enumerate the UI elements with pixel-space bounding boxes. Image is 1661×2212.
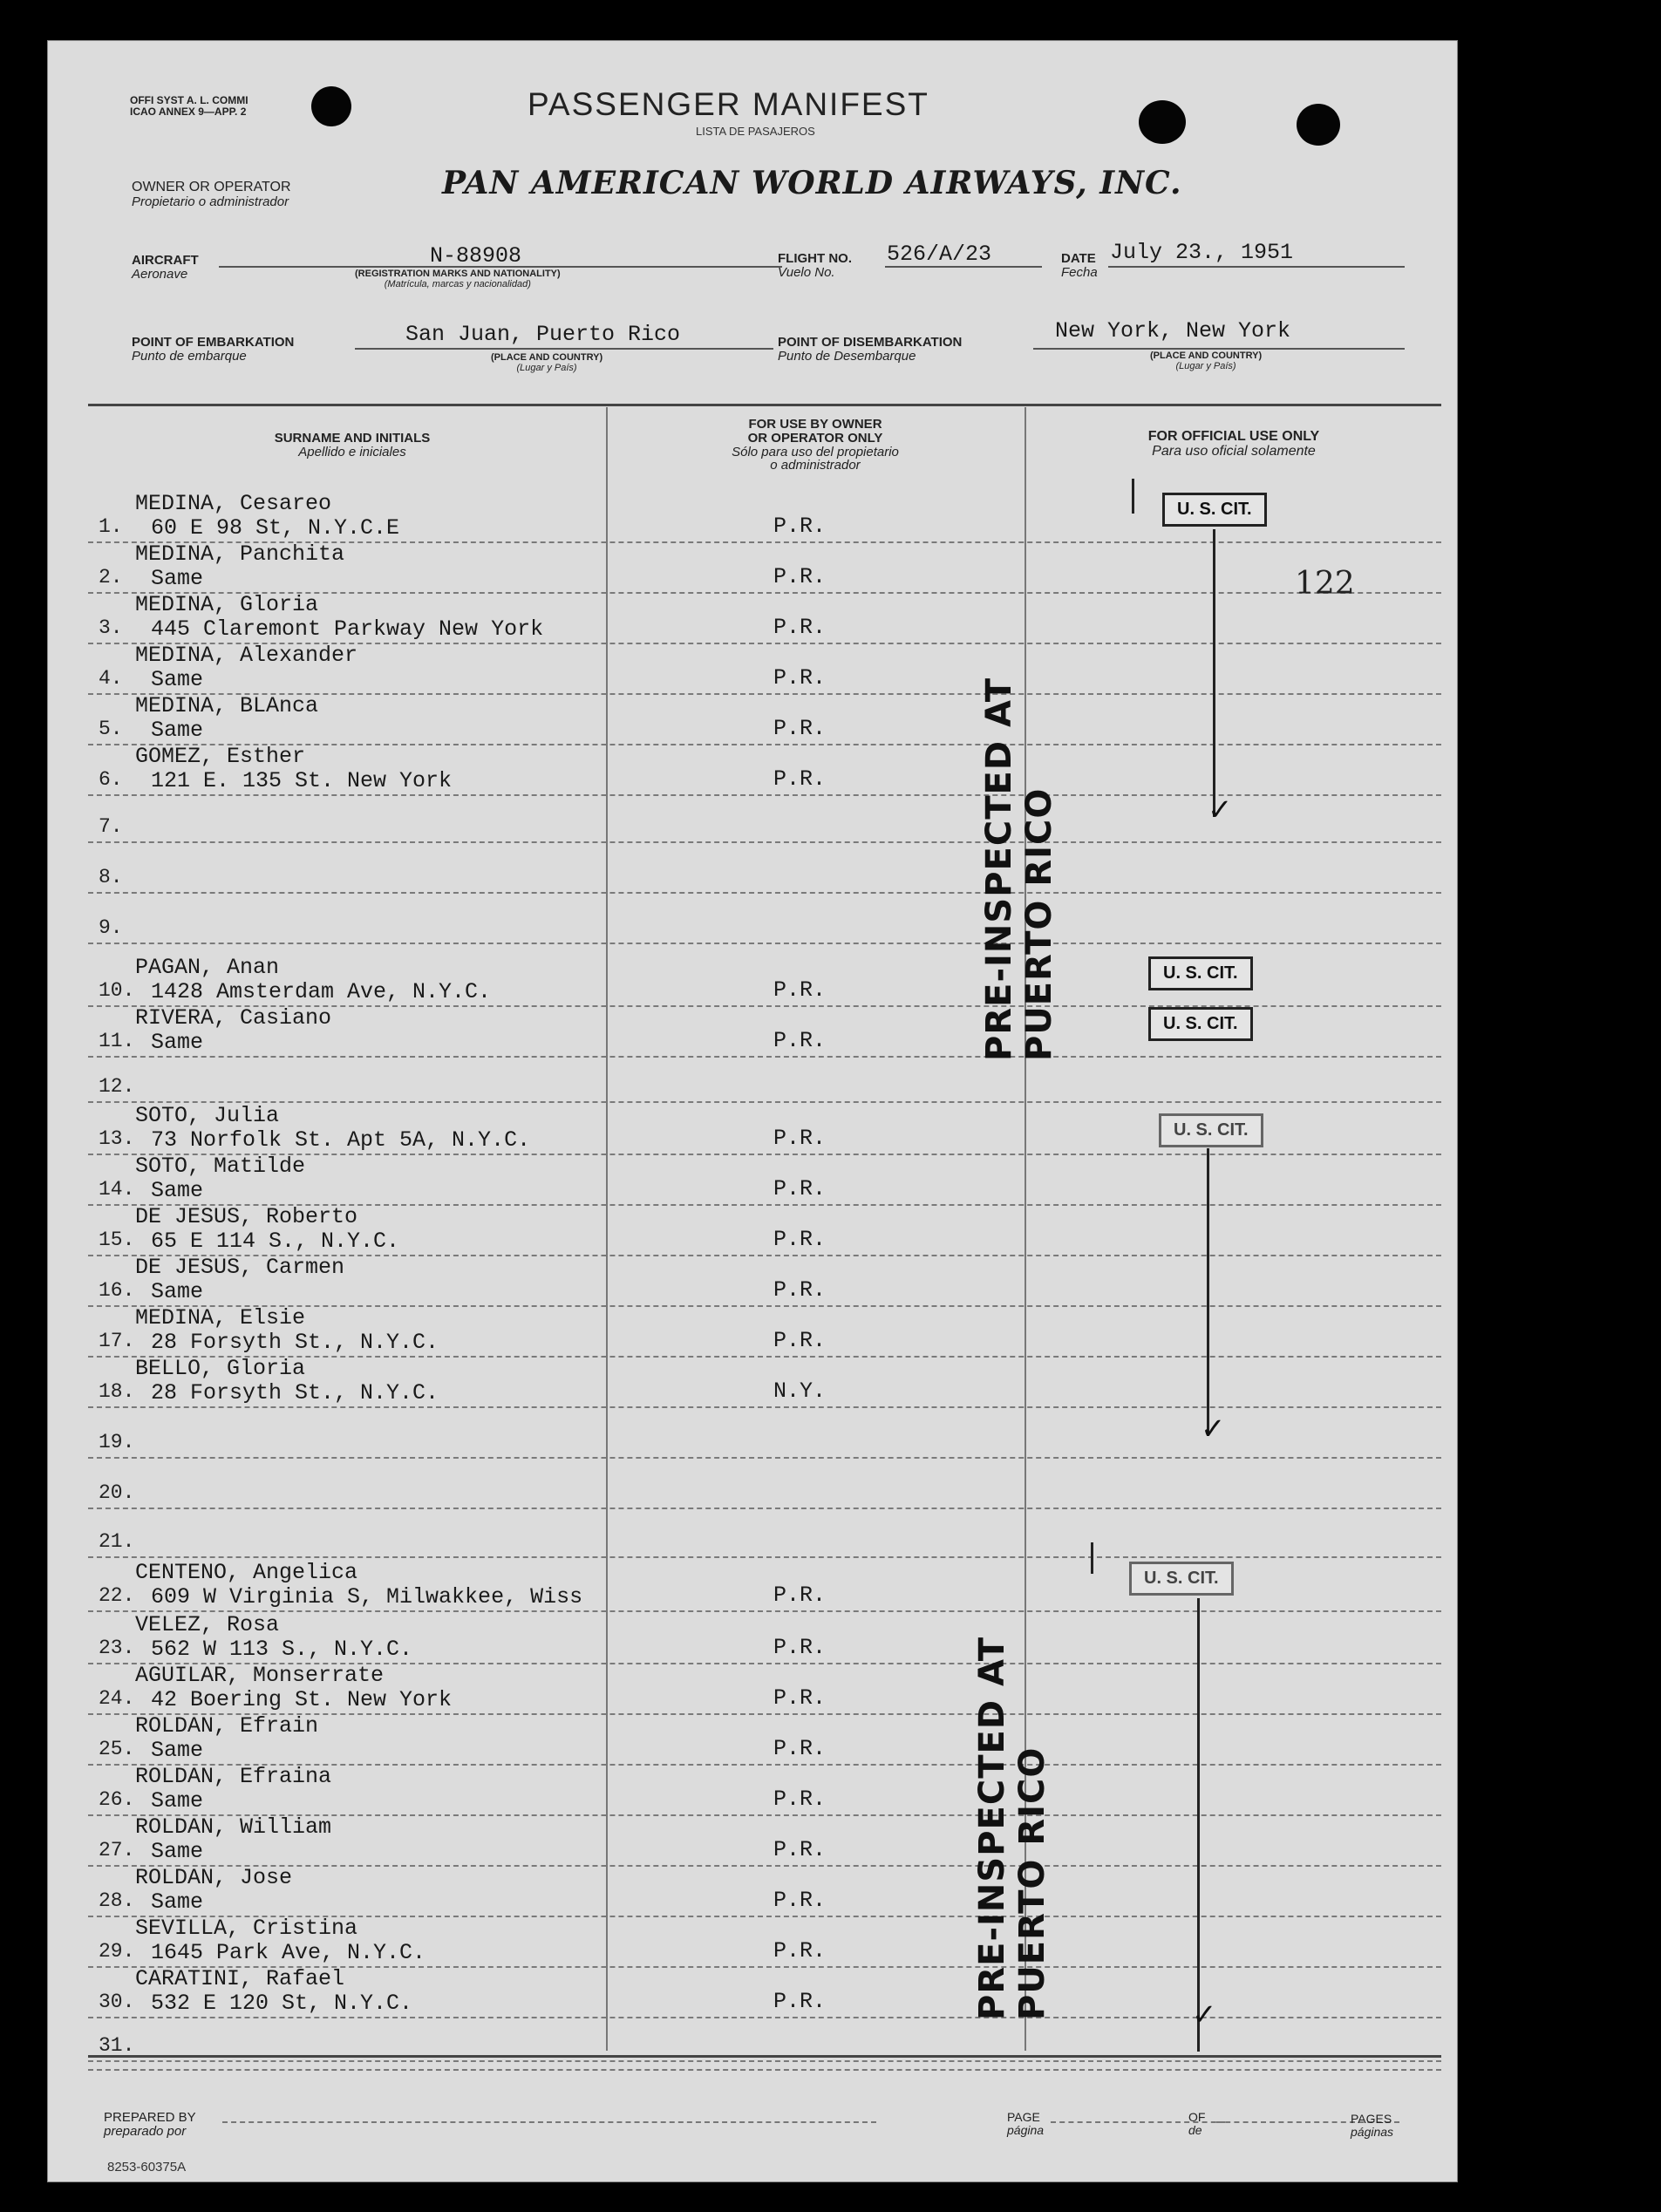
- operator-mark: P.R.: [773, 1277, 827, 1303]
- us-cit-stamp-4: U. S. CIT.: [1159, 1113, 1263, 1147]
- operator-mark: P.R.: [773, 1176, 827, 1201]
- row-number: 10.: [99, 979, 135, 1002]
- passenger-address: Same: [151, 1738, 204, 1763]
- passenger-address: Same: [151, 1788, 204, 1814]
- check-mark-3: ✓: [1192, 1998, 1217, 2032]
- passenger-name: ROLDAN, Efraina: [135, 1764, 332, 1789]
- row-number: 27.: [99, 1839, 135, 1861]
- aircraft-value: N-88908: [430, 243, 522, 269]
- operator-mark: P.R.: [773, 564, 827, 589]
- row-number: 15.: [99, 1229, 135, 1251]
- row-number: 23.: [99, 1637, 135, 1659]
- table-bottom-rule-2: [88, 2069, 1441, 2071]
- row-rule: [88, 1508, 1441, 1509]
- row-rule: [88, 841, 1441, 843]
- passenger-address: 73 Norfolk St. Apt 5A, N.Y.C.: [151, 1127, 531, 1153]
- row-number: 12.: [99, 1075, 135, 1098]
- passenger-address: 42 Boering St. New York: [151, 1687, 453, 1712]
- row-number: 28.: [99, 1889, 135, 1912]
- column-header-official: FOR OFFICIAL USE ONLY Para uso oficial solamente: [1147, 429, 1320, 459]
- row-number: 16.: [99, 1279, 135, 1302]
- operator-mark: P.R.: [773, 514, 827, 539]
- official-arrow-2: [1207, 1148, 1209, 1436]
- row-number: 17.: [99, 1330, 135, 1352]
- passenger-name: RIVERA, Casiano: [135, 1005, 332, 1031]
- check-mark-1: ✓: [1208, 793, 1233, 827]
- page-title: PASSENGER MANIFEST: [528, 86, 929, 122]
- passenger-address: Same: [151, 1178, 204, 1203]
- aircraft-caption: (REGISTRATION MARKS AND NATIONALITY) (Matrícula, marcas y nacionalidad): [355, 269, 561, 289]
- passenger-name: BELLO, Gloria: [135, 1356, 306, 1381]
- column-header-surname: SURNAME AND INITIALS Apellido e iniciales: [274, 431, 431, 459]
- passenger-name: GOMEZ, Esther: [135, 744, 306, 769]
- flight-label: FLIGHT NO. Vuelo No.: [778, 251, 852, 280]
- operator-mark: P.R.: [773, 977, 827, 1003]
- form-reference: OFFI SYST A. L. COMMI ICAO ANNEX 9—APP. 2: [130, 94, 248, 118]
- row-rule: [88, 1610, 1441, 1612]
- punch-hole-left: [311, 86, 351, 126]
- passenger-name: MEDINA, Cesareo: [135, 491, 332, 516]
- passenger-address: 609 W Virginia S, Milwakkee, Wiss: [151, 1584, 583, 1610]
- table-top-rule: [88, 404, 1441, 406]
- row-rule: [88, 1101, 1441, 1103]
- passenger-name: MEDINA, Gloria: [135, 592, 319, 617]
- passenger-name: CENTENO, Angelica: [135, 1560, 358, 1585]
- row-rule: [88, 794, 1441, 796]
- passenger-name: MEDINA, Alexander: [135, 643, 358, 668]
- row-rule: [88, 2017, 1441, 2018]
- operator-mark: P.R.: [773, 766, 827, 792]
- owner-value: PAN AMERICAN WORLD AIRWAYS, INC.: [442, 165, 1182, 201]
- passenger-name: ROLDAN, Jose: [135, 1865, 293, 1890]
- row-rule: [88, 1556, 1441, 1558]
- row-number: 29.: [99, 1940, 135, 1963]
- passenger-address: 445 Claremont Parkway New York: [151, 616, 544, 642]
- operator-mark: P.R.: [773, 1635, 827, 1660]
- passenger-address: Same: [151, 566, 204, 591]
- passenger-address: Same: [151, 667, 204, 692]
- row-rule: [88, 892, 1441, 894]
- operator-mark: P.R.: [773, 1227, 827, 1252]
- row-rule: [88, 2060, 1441, 2062]
- passenger-address: 65 E 114 S., N.Y.C.: [151, 1229, 400, 1254]
- passenger-name: DE JESUS, Roberto: [135, 1204, 358, 1229]
- row-rule: [88, 1406, 1441, 1408]
- embark-value: San Juan, Puerto Rico: [405, 322, 681, 347]
- operator-mark: P.R.: [773, 1328, 827, 1353]
- row-number: 13.: [99, 1127, 135, 1150]
- row-number: 14.: [99, 1178, 135, 1201]
- passenger-address: Same: [151, 1030, 204, 1055]
- date-value: July 23., 1951: [1110, 240, 1294, 265]
- embark-label: POINT OF EMBARKATION Punto de embarque: [132, 335, 295, 364]
- passenger-address: 60 E 98 St, N.Y.C.E: [151, 515, 400, 541]
- row-number: 7.: [99, 815, 123, 838]
- passenger-address: 562 W 113 S., N.Y.C.: [151, 1637, 413, 1662]
- operator-mark: P.R.: [773, 1938, 827, 1964]
- date-label: DATE Fecha: [1061, 251, 1098, 280]
- row-number: 19.: [99, 1431, 135, 1453]
- manifest-sheet: [47, 40, 1458, 2182]
- row-number: 26.: [99, 1788, 135, 1811]
- date-line: [1108, 266, 1405, 268]
- punch-hole-right: [1297, 104, 1340, 146]
- operator-mark: P.R.: [773, 1685, 827, 1711]
- column-header-owner: FOR USE BY OWNER OR OPERATOR ONLY Sólo para uso del propietario o administrador: [732, 417, 899, 473]
- operator-mark: P.R.: [773, 1736, 827, 1761]
- operator-mark: P.R.: [773, 1989, 827, 2014]
- table-bottom-rule: [88, 2055, 1441, 2058]
- operator-mark: P.R.: [773, 1582, 827, 1608]
- count-annotation: 122: [1295, 566, 1355, 602]
- passenger-address: 121 E. 135 St. New York: [151, 768, 453, 793]
- pages-label: PAGES páginas: [1351, 2112, 1394, 2139]
- row-rule: [88, 1457, 1441, 1459]
- aircraft-label: AIRCRAFT Aeronave: [132, 253, 199, 282]
- owner-label: OWNER OR OPERATOR Propietario o administrador: [132, 180, 291, 209]
- passenger-name: MEDINA, Panchita: [135, 541, 345, 567]
- row-number: 2.: [99, 566, 123, 589]
- row-number: 24.: [99, 1687, 135, 1710]
- passenger-address: 28 Forsyth St., N.Y.C.: [151, 1380, 439, 1405]
- row-number: 3.: [99, 616, 123, 639]
- operator-mark: P.R.: [773, 1126, 827, 1151]
- form-number: 8253-60375A: [107, 2160, 187, 2175]
- operator-mark: P.R.: [773, 615, 827, 640]
- us-cit-stamp-1: U. S. CIT.: [1162, 493, 1267, 527]
- passenger-address: Same: [151, 1889, 204, 1915]
- row-number: 20.: [99, 1481, 135, 1504]
- passenger-address: 532 E 120 St, N.Y.C.: [151, 1991, 413, 2016]
- official-bracket-1: [1132, 479, 1134, 514]
- row-rule: [88, 943, 1441, 944]
- row-number: 9.: [99, 916, 123, 939]
- embark-line: [355, 348, 773, 350]
- embark-caption: (PLACE AND COUNTRY) (Lugar y País): [491, 352, 603, 373]
- row-number: 21.: [99, 1530, 135, 1553]
- row-number: 6.: [99, 768, 123, 791]
- row-number: 8.: [99, 866, 123, 888]
- punch-hole-center: [1139, 100, 1186, 144]
- official-bracket-2: [1091, 1542, 1093, 1574]
- passenger-name: ROLDAN, William: [135, 1814, 332, 1840]
- passenger-name: CARATINI, Rafael: [135, 1966, 345, 1991]
- page-title-es: LISTA DE PASAJEROS: [696, 125, 815, 138]
- passenger-address: Same: [151, 1839, 204, 1864]
- flight-value: 526/A/23: [887, 242, 992, 267]
- passenger-name: VELEZ, Rosa: [135, 1612, 280, 1637]
- passenger-name: DE JESUS, Carmen: [135, 1255, 345, 1280]
- operator-mark: P.R.: [773, 716, 827, 741]
- disembark-caption: (PLACE AND COUNTRY) (Lugar y País): [1150, 351, 1263, 371]
- passenger-address: Same: [151, 718, 204, 743]
- operator-mark: N.Y.: [773, 1378, 827, 1404]
- page-label: PAGE página: [1007, 2110, 1045, 2137]
- row-number: 5.: [99, 718, 123, 740]
- passenger-address: 28 Forsyth St., N.Y.C.: [151, 1330, 439, 1355]
- prepared-by-line: [222, 2121, 876, 2123]
- passenger-name: SOTO, Julia: [135, 1103, 280, 1128]
- disembark-label: POINT OF DISEMBARKATION Punto de Desembarque: [778, 335, 963, 364]
- passenger-name: ROLDAN, Efrain: [135, 1713, 319, 1739]
- disembark-value: New York, New York: [1055, 318, 1291, 344]
- row-number: 4.: [99, 667, 123, 690]
- operator-mark: P.R.: [773, 665, 827, 691]
- check-mark-2: ✓: [1201, 1412, 1226, 1446]
- passenger-address: 1428 Amsterdam Ave, N.Y.C.: [151, 979, 492, 1004]
- row-number: 30.: [99, 1991, 135, 2013]
- row-number: 25.: [99, 1738, 135, 1760]
- passenger-name: MEDINA, BLAnca: [135, 693, 319, 718]
- us-cit-stamp-3: U. S. CIT.: [1148, 1007, 1253, 1041]
- us-cit-stamp-5: U. S. CIT.: [1129, 1562, 1234, 1596]
- official-arrow-1: [1213, 529, 1215, 817]
- passenger-address: Same: [151, 1279, 204, 1304]
- operator-mark: P.R.: [773, 1888, 827, 1913]
- official-arrow-3: [1197, 1598, 1200, 2052]
- preinspected-stamp-lower: PRE-INSPECTED AT PUERTO RICO: [972, 1636, 1052, 2020]
- row-number: 18.: [99, 1380, 135, 1403]
- passenger-address: 1645 Park Ave, N.Y.C.: [151, 1940, 426, 1965]
- passenger-name: SEVILLA, Cristina: [135, 1916, 358, 1941]
- row-number: 11.: [99, 1030, 135, 1052]
- passenger-name: MEDINA, Elsie: [135, 1305, 306, 1331]
- preinspected-stamp-upper: PRE-INSPECTED AT PUERTO RICO: [979, 677, 1059, 1061]
- row-number: 1.: [99, 515, 123, 538]
- row-number: 31.: [99, 2034, 135, 2057]
- operator-mark: P.R.: [773, 1028, 827, 1053]
- row-number: 22.: [99, 1584, 135, 1607]
- passenger-name: SOTO, Matilde: [135, 1154, 306, 1179]
- disembark-line: [1033, 348, 1405, 350]
- row-rule: [88, 1056, 1441, 1058]
- of-label: OF de: [1188, 2110, 1206, 2137]
- prepared-by-label: PREPARED BY preparado por: [104, 2110, 196, 2139]
- operator-mark: P.R.: [773, 1787, 827, 1812]
- operator-mark: P.R.: [773, 1837, 827, 1862]
- column-separator-1: [606, 407, 608, 2051]
- us-cit-stamp-2: U. S. CIT.: [1148, 956, 1253, 990]
- passenger-name: AGUILAR, Monserrate: [135, 1663, 385, 1688]
- passenger-name: PAGAN, Anan: [135, 955, 280, 980]
